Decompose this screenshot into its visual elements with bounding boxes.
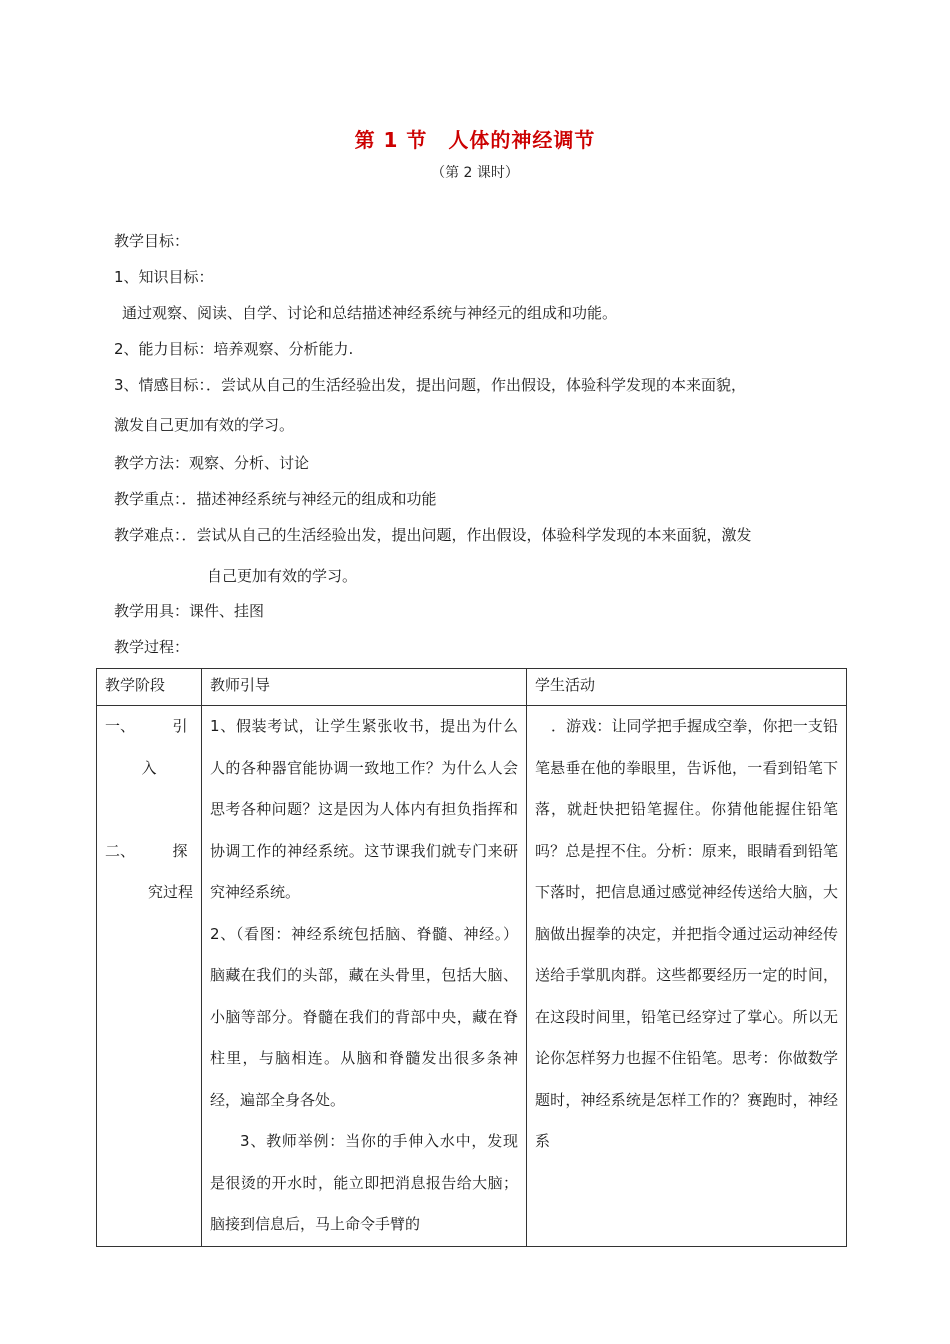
table-header-row [97, 669, 847, 706]
teacher-para-3: 3、教师举例：当你的手伸入水中，发现是很烫的开水时，能立即把消息报告给大脑；脑接到信息后，马上命令手臂的 [210, 1132, 518, 1233]
student-text: ．游戏：让同学把手握成空拳，你把一支铅笔悬垂在他的拳眼里，告诉他，一看到铅笔下落，就赶快把铅笔握住。你猜他能握住铅笔吗？总是捏不住。分析：原来，眼睛看到铅笔下落时，把信息通过感觉神经传送给大脑，大脑做出握拳的决定，并把指令通过运动神经传送给手掌肌肉群。这些都要经历一定的时间，在这段时间里，铅笔已经穿过了掌心。所以无论你怎样努力也握不住铅笔。思考：你做数学题时，神经系统是怎样工作的？赛跑时，神经系 [535, 717, 838, 1150]
header-stage: 教学阶段 [97, 669, 202, 706]
student-cell [527, 706, 847, 1247]
teacher-para-2: 2、（看图：神经系统包括脑、脊髓、神经。）脑藏在我们的头部，藏在头骨里，包括大脑、小脑等部分。脊髓在我们的背部中央，藏在脊柱里，与脑相连。从脑和脊髓发出很多条神经，遍部全身各处。 [210, 924, 518, 1109]
process-table [96, 668, 847, 1247]
tools-text: 教学用具：课件、挂图 [114, 602, 265, 620]
stage-list [105, 706, 193, 914]
page-title: 第 1 节 人体的神经调节 [354, 128, 596, 152]
stage-cell [97, 706, 202, 1247]
stage-1a: 一、 引 [105, 717, 188, 735]
header-teacher: 教师引导 [202, 669, 527, 706]
stage-2b: 究过程 [147, 883, 193, 901]
process-heading: 教学过程： [114, 638, 190, 656]
key-text: 教学重点：．描述神经系统与神经元的组成和功能 [114, 490, 437, 508]
method-text: 教学方法：观察、分析、讨论 [114, 454, 310, 472]
stage-2a: 二、 探 [105, 841, 188, 860]
table-row [97, 706, 847, 1247]
page-subtitle: （第 2 课时） [431, 165, 519, 181]
emotion-text-cont: 激发自己更加有效的学习。 [114, 416, 295, 434]
knowledge-text: 通过观察、阅读、自学、讨论和总结描述神经系统与神经元的组成和功能。 [122, 304, 618, 322]
emotion-text: 3、情感目标：．尝试从自己的生活经验出发，提出问题，作出假设，体验科学发现的本来面貌， [114, 376, 747, 394]
difficulty-text: 教学难点：．尝试从自己的生活经验出发，提出问题，作出假设，体验科学发现的本来面貌，激发 [114, 526, 752, 544]
ability-text: 2、能力目标：培养观察、分析能力. [114, 340, 354, 358]
stage-1b: 入 [141, 758, 157, 777]
knowledge-label: 1、知识目标： [114, 268, 214, 286]
teacher-para-1: 1、假装考试，让学生紧张收书，提出为什么人的各种器官能协调一致地工作？为什么人会思考各种问题？这是因为人体内有担负指挥和协调工作的神经系统。这节课我们就专门来研究神经系统。 [210, 717, 518, 901]
teacher-cell [202, 706, 527, 1247]
difficulty-text-cont: 自己更加有效的学习。 [207, 567, 358, 585]
header-student: 学生活动 [527, 669, 847, 706]
objectives-heading: 教学目标： [114, 232, 190, 250]
